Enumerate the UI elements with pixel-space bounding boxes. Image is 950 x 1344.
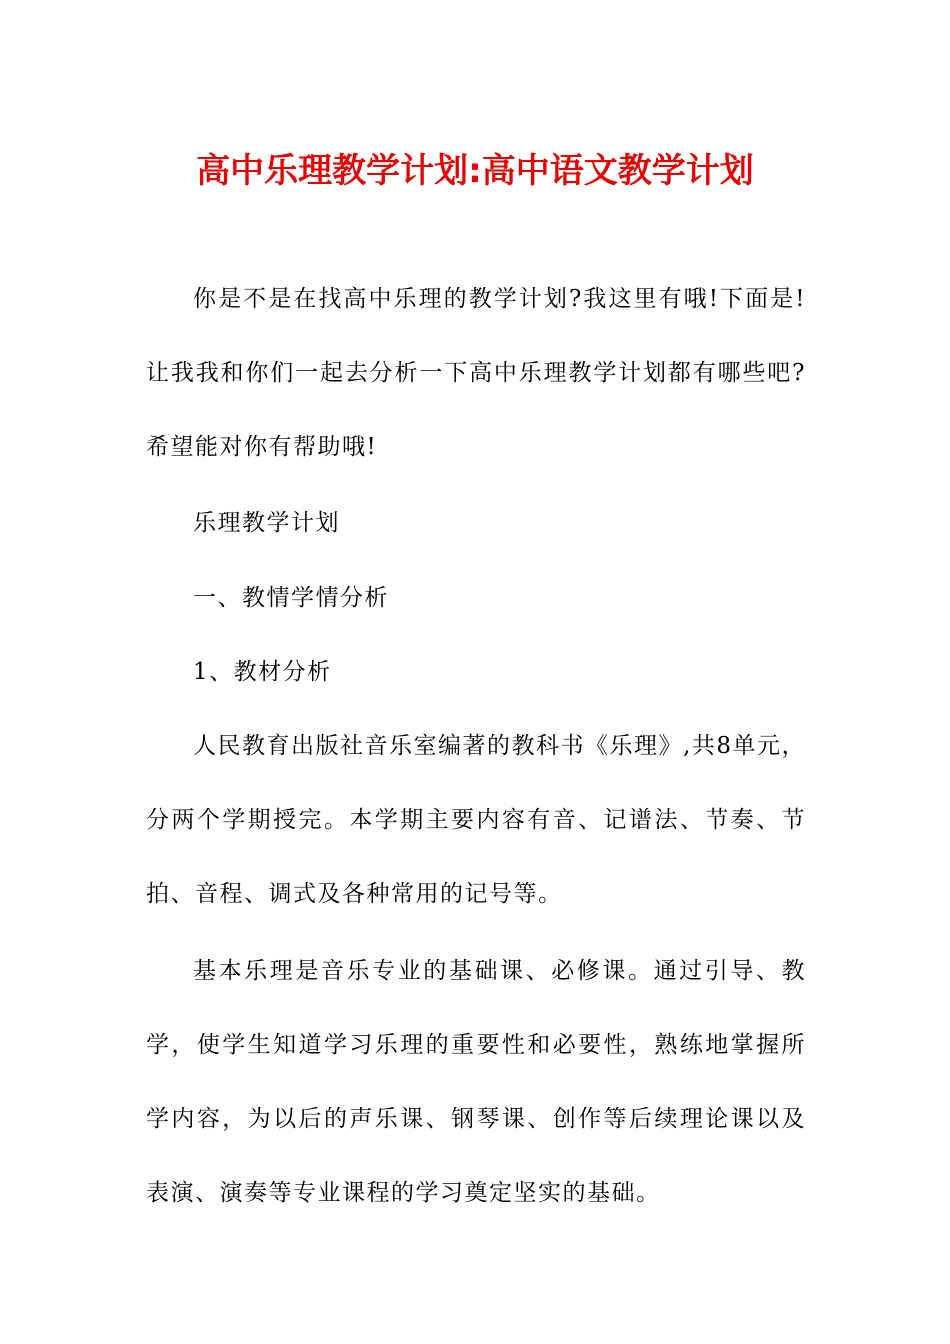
- intro-paragraph: 你是不是在找高中乐理的教学计划?我这里有哦!下面是!让我我和你们一起去分析一下高中乐理教学计划都有哪些吧?希望能对你有帮助哦!: [146, 286, 806, 460]
- section-heading-analysis: 一、教情学情分析: [193, 585, 389, 611]
- subsection-heading-textbook: 1、教材分析: [193, 659, 332, 685]
- section-heading-plan: 乐理教学计划: [193, 510, 340, 536]
- importance-paragraph: 基本乐理是音乐专业的基础课、必修课。通过引导、教学，使学生知道学习乐理的重要性和必要性，熟练地掌握所学内容，为以后的声乐课、钢琴课、创作等后续理论课以及表演、演奏等专业课程的学习奠定坚实的基础。: [146, 958, 806, 1206]
- document-title: 高中乐理教学计划:高中语文教学计划: [196, 151, 754, 191]
- textbook-paragraph: 人民教育出版社音乐室编著的教科书《乐理》,共8单元，分两个学期授完。本学期主要内容有音、记谱法、节奏、节拍、音程、调式及各种常用的记号等。: [146, 733, 806, 907]
